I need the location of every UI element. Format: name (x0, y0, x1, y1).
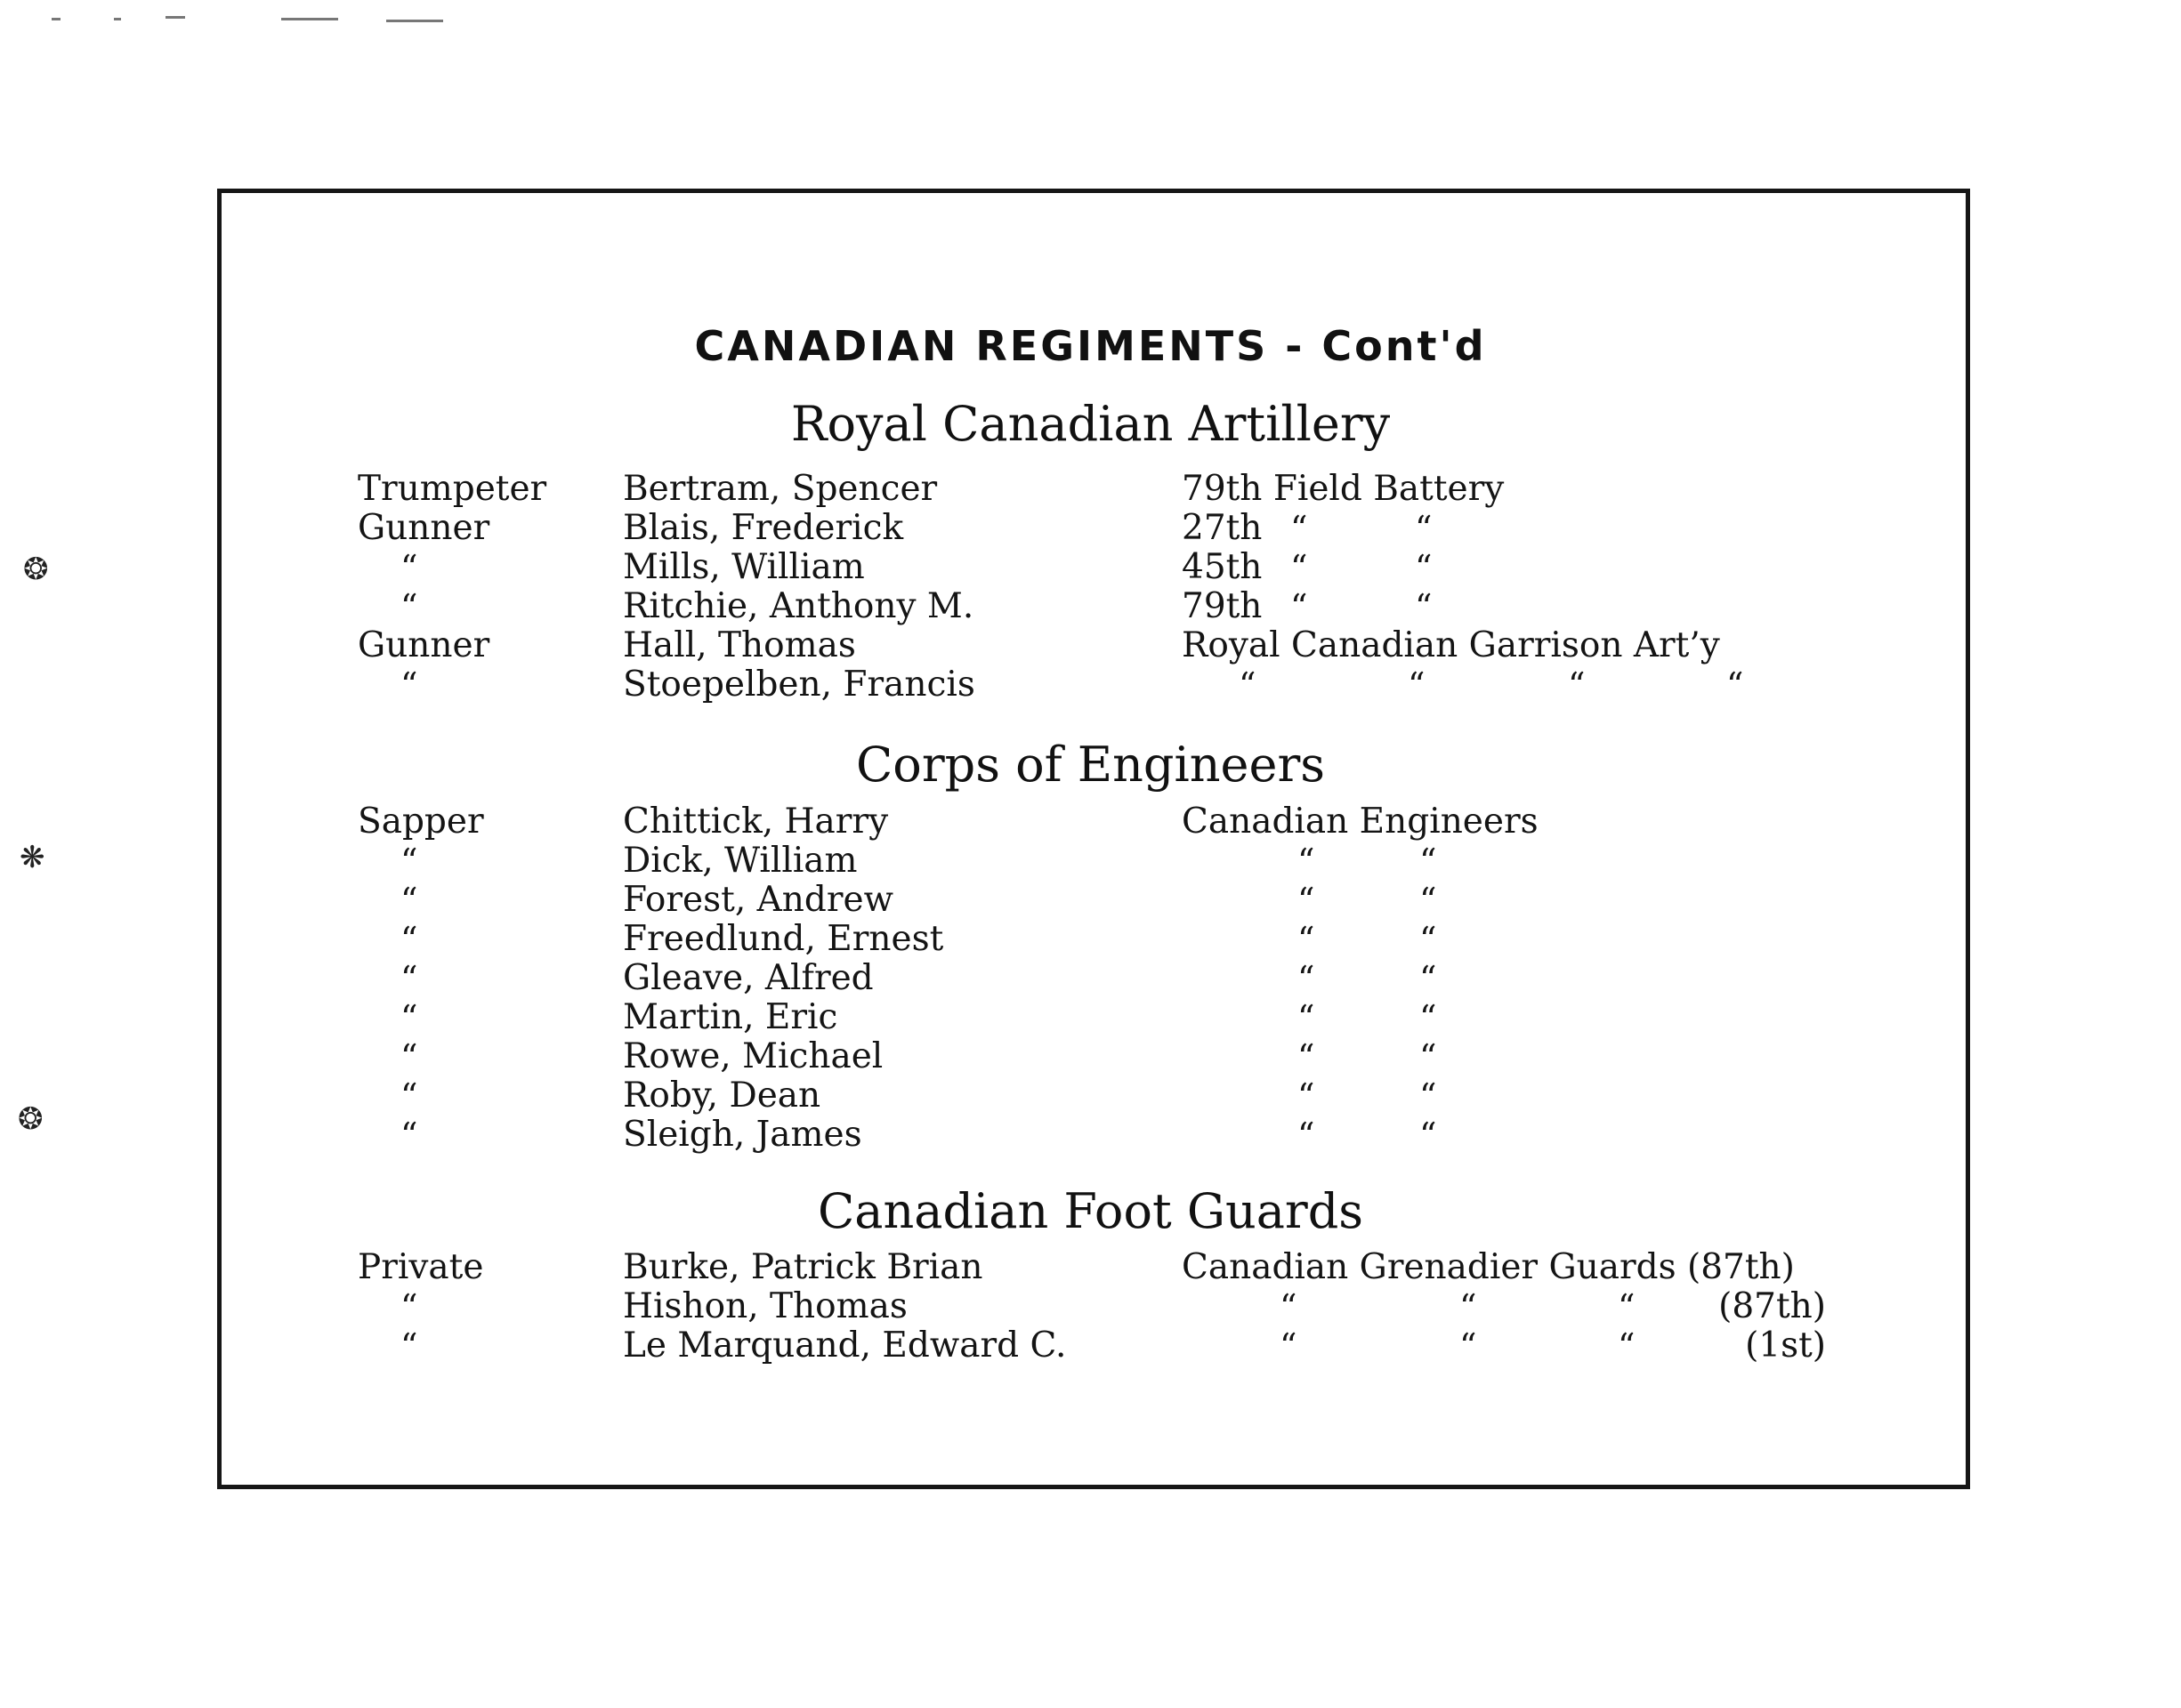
unit-ditto-mark: “ (1415, 548, 1433, 587)
name-cell: Bertram, Spencer (623, 469, 938, 509)
scan-speck (386, 20, 443, 22)
name-cell: Roby, Dean (623, 1076, 821, 1116)
name-cell: Freedlund, Ernest (623, 919, 944, 959)
rank-ditto-mark: “ (400, 1287, 418, 1326)
unit-ditto-mark: “ (1419, 1116, 1437, 1155)
unit-cell: Canadian Grenadier Guards (87th) (1182, 1247, 1795, 1287)
unit-ditto-mark: “ (1419, 920, 1437, 959)
unit-suffix: (1st) (1745, 1325, 1826, 1366)
unit-cell: 79th Field Battery (1182, 469, 1505, 509)
scan-speck (52, 18, 61, 20)
rank-ditto-mark: “ (400, 1326, 418, 1366)
unit-ditto-mark: “ (1415, 587, 1433, 626)
unit-ditto-mark: “ (1239, 665, 1256, 705)
unit-ditto-mark: “ (1297, 1037, 1315, 1076)
name-cell: Chittick, Harry (623, 802, 889, 842)
unit-ditto-mark: “ (1459, 1326, 1477, 1366)
unit-ditto-mark: “ (1290, 509, 1308, 548)
binding-mark: ❂ (18, 1101, 44, 1137)
unit-ditto-mark: “ (1280, 1287, 1297, 1326)
rank-ditto-mark: “ (400, 665, 418, 705)
section-heading: Royal Canadian Artillery (790, 396, 1391, 452)
name-cell: Dick, William (623, 841, 858, 881)
unit-ditto-mark: “ (1419, 1037, 1437, 1076)
unit-ditto-mark: “ (1297, 959, 1315, 998)
section-heading: Canadian Foot Guards (817, 1183, 1364, 1239)
section-heading: Corps of Engineers (855, 737, 1325, 793)
name-cell: Hishon, Thomas (623, 1286, 908, 1326)
rank-ditto-mark: “ (400, 881, 418, 920)
rank-cell: Trumpeter (358, 469, 547, 509)
rank-ditto-mark: “ (400, 1076, 418, 1116)
name-cell: Martin, Eric (623, 997, 838, 1037)
unit-ditto-mark: “ (1419, 959, 1437, 998)
unit-cell: Royal Canadian Garrison Art’y (1182, 625, 1720, 665)
rank-ditto-mark: “ (400, 959, 418, 998)
rank-ditto-mark: “ (400, 998, 418, 1037)
name-cell: Hall, Thomas (623, 625, 856, 665)
rank-ditto-mark: “ (400, 920, 418, 959)
name-cell: Stoepelben, Francis (623, 665, 975, 705)
name-cell: Burke, Patrick Brian (623, 1247, 983, 1287)
name-cell: Rowe, Michael (623, 1036, 884, 1076)
unit-ditto-mark: “ (1419, 842, 1437, 881)
unit-cell: 79th (1182, 586, 1263, 626)
name-cell: Blais, Frederick (623, 508, 904, 548)
unit-cell: 45th (1182, 547, 1263, 587)
rank-ditto-mark: “ (400, 548, 418, 587)
scan-speck (114, 18, 121, 20)
rank-ditto-mark: “ (400, 587, 418, 626)
unit-ditto-mark: “ (1568, 665, 1586, 705)
unit-cell: Canadian Engineers (1182, 802, 1539, 842)
unit-ditto-mark: “ (1419, 1076, 1437, 1116)
unit-ditto-mark: “ (1419, 998, 1437, 1037)
unit-ditto-mark: “ (1419, 881, 1437, 920)
unit-ditto-mark: “ (1415, 509, 1433, 548)
unit-ditto-mark: “ (1297, 842, 1315, 881)
name-cell: Forest, Andrew (623, 880, 893, 920)
unit-ditto-mark: “ (1618, 1287, 1636, 1326)
name-cell: Le Marquand, Edward C. (623, 1325, 1067, 1366)
unit-ditto-mark: “ (1459, 1287, 1477, 1326)
page-title: CANADIAN REGIMENTS - Cont'd (694, 322, 1487, 370)
rank-cell: Sapper (358, 802, 484, 842)
name-cell: Gleave, Alfred (623, 958, 874, 998)
rank-ditto-mark: “ (400, 842, 418, 881)
unit-ditto-mark: “ (1726, 665, 1744, 705)
binding-mark: ❋ (20, 840, 45, 875)
name-cell: Ritchie, Anthony M. (623, 586, 974, 626)
unit-ditto-mark: “ (1297, 1076, 1315, 1116)
binding-mark: ❂ (23, 552, 49, 587)
unit-suffix: (87th) (1718, 1286, 1826, 1326)
unit-ditto-mark: “ (1297, 881, 1315, 920)
rank-cell: Gunner (358, 508, 490, 548)
name-cell: Mills, William (623, 547, 865, 587)
unit-ditto-mark: “ (1297, 920, 1315, 959)
rank-cell: Gunner (358, 625, 490, 665)
name-cell: Sleigh, James (623, 1115, 862, 1155)
unit-ditto-mark: “ (1297, 998, 1315, 1037)
unit-ditto-mark: “ (1290, 548, 1308, 587)
unit-ditto-mark: “ (1297, 1116, 1315, 1155)
unit-cell: 27th (1182, 508, 1263, 548)
unit-ditto-mark: “ (1290, 587, 1308, 626)
scan-speck (281, 18, 338, 20)
rank-ditto-mark: “ (400, 1037, 418, 1076)
scan-speck (166, 16, 185, 19)
rank-ditto-mark: “ (400, 1116, 418, 1155)
unit-ditto-mark: “ (1618, 1326, 1636, 1366)
unit-ditto-mark: “ (1280, 1326, 1297, 1366)
rank-cell: Private (358, 1247, 484, 1287)
unit-ditto-mark: “ (1408, 665, 1426, 705)
